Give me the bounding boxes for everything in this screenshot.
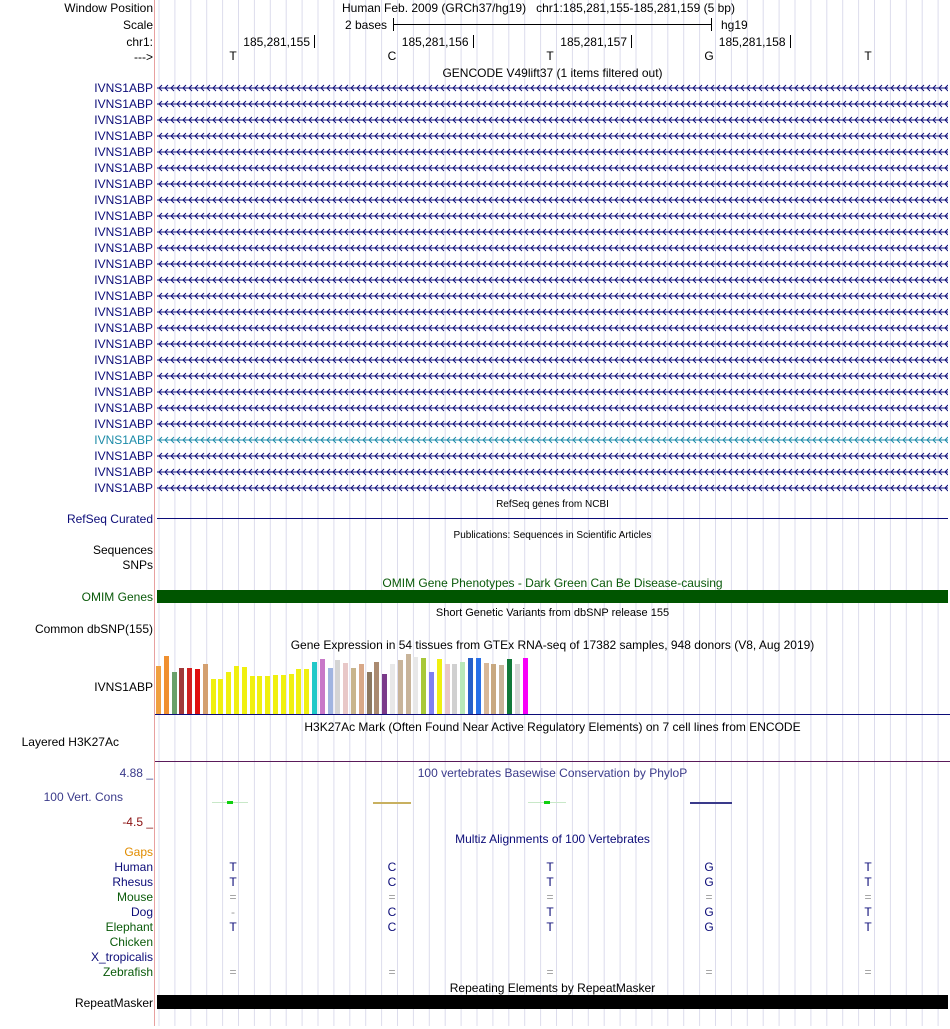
window-position-label: Window Position bbox=[64, 1, 153, 15]
transcript-strand-svg bbox=[157, 418, 948, 430]
gencode-transcript[interactable] bbox=[157, 98, 948, 110]
h3k27ac-baseline bbox=[155, 761, 950, 762]
phylop-mark-2 bbox=[373, 802, 411, 804]
gencode-transcript[interactable] bbox=[157, 82, 948, 94]
multiz-base: T bbox=[546, 875, 554, 889]
refseq-track-title[interactable]: RefSeq genes from NCBI bbox=[496, 499, 609, 510]
h3k27ac-track-title[interactable]: H3K27Ac Mark (Often Found Near Active Regulatory Elements) on 7 cell lines from ENCODE bbox=[304, 720, 801, 734]
multiz-base: T bbox=[864, 875, 872, 889]
gtex-tissue-bar[interactable] bbox=[226, 672, 231, 714]
transcript-strand-svg bbox=[157, 226, 948, 238]
multiz-track-title[interactable]: Multiz Alignments of 100 Vertebrates bbox=[455, 832, 650, 846]
gencode-item-label[interactable]: IVNS1ABP bbox=[94, 305, 153, 319]
ruler-base: T bbox=[864, 49, 872, 63]
gencode-transcript[interactable] bbox=[157, 210, 948, 222]
gtex-tissue-bar[interactable] bbox=[515, 664, 520, 714]
multiz-base: = bbox=[388, 890, 396, 904]
transcript-strand-svg bbox=[157, 450, 948, 462]
multiz-base: G bbox=[704, 920, 714, 934]
gtex-track-title[interactable]: Gene Expression in 54 tissues from GTEx RNA-seq of 17382 samples, 948 donors (V8, Aug 2019) bbox=[290, 638, 815, 652]
ruler-base: T bbox=[229, 49, 237, 63]
transcript-strand-svg bbox=[157, 162, 948, 174]
gtex-tissue-bar[interactable] bbox=[195, 669, 200, 714]
multiz-base: = bbox=[864, 890, 872, 904]
transcript-strand-svg bbox=[157, 146, 948, 158]
gencode-item-label[interactable]: IVNS1ABP bbox=[94, 97, 153, 111]
multiz-base: = bbox=[546, 965, 554, 979]
scale-bar-right-tick bbox=[711, 18, 712, 31]
gencode-transcript[interactable] bbox=[157, 226, 948, 238]
multiz-species-label[interactable]: Dog bbox=[130, 905, 153, 919]
gencode-item-label[interactable]: IVNS1ABP bbox=[94, 433, 153, 447]
transcript-strand-svg bbox=[157, 290, 948, 302]
gtex-tissue-bar[interactable] bbox=[234, 666, 239, 714]
multiz-base: T bbox=[229, 860, 237, 874]
gtex-label[interactable]: IVNS1ABP bbox=[94, 680, 153, 694]
omim-gene-bar[interactable] bbox=[157, 590, 948, 603]
gencode-item-label[interactable]: IVNS1ABP bbox=[94, 129, 153, 143]
gencode-item-label[interactable]: IVNS1ABP bbox=[94, 241, 153, 255]
scale-text: 2 bases bbox=[345, 18, 388, 32]
gencode-transcript[interactable] bbox=[157, 306, 948, 318]
gencode-transcript[interactable] bbox=[157, 466, 948, 478]
transcript-strand-svg bbox=[157, 242, 948, 254]
phylop-mark-3 bbox=[544, 801, 550, 804]
gencode-transcript[interactable] bbox=[157, 402, 948, 414]
dbsnp-track-title[interactable]: Short Genetic Variants from dbSNP release 155 bbox=[435, 607, 670, 619]
multiz-base: T bbox=[546, 905, 554, 919]
transcript-strand-svg bbox=[157, 306, 948, 318]
transcript-strand-svg bbox=[157, 434, 948, 446]
gencode-transcript[interactable] bbox=[157, 290, 948, 302]
ruler-tick bbox=[631, 35, 632, 48]
gencode-item-label[interactable]: IVNS1ABP bbox=[94, 449, 153, 463]
omim-track-title[interactable]: OMIM Gene Phenotypes - Dark Green Can Be Disease-causing bbox=[382, 576, 723, 590]
gencode-item-label[interactable]: IVNS1ABP bbox=[94, 193, 153, 207]
multiz-base: G bbox=[704, 905, 714, 919]
gencode-transcript[interactable] bbox=[157, 370, 948, 382]
gtex-tissue-bar[interactable] bbox=[413, 657, 418, 714]
gencode-item-label[interactable]: IVNS1ABP bbox=[94, 113, 153, 127]
gtex-tissue-bar[interactable] bbox=[452, 664, 457, 714]
multiz-base: T bbox=[229, 875, 237, 889]
gencode-item-label[interactable]: IVNS1ABP bbox=[94, 145, 153, 159]
multiz-base: = bbox=[229, 890, 237, 904]
ruler-tick bbox=[314, 35, 315, 48]
gtex-tissue-bar[interactable] bbox=[203, 664, 208, 714]
transcript-strand-svg bbox=[157, 258, 948, 270]
multiz-base: - bbox=[231, 905, 235, 919]
gencode-item-label[interactable]: IVNS1ABP bbox=[94, 481, 153, 495]
gtex-tissue-bar[interactable] bbox=[335, 660, 340, 714]
gtex-tissue-bar[interactable] bbox=[507, 659, 512, 714]
multiz-species-label[interactable]: Rhesus bbox=[112, 875, 153, 889]
gtex-tissue-bar[interactable] bbox=[367, 672, 372, 714]
gencode-transcript[interactable] bbox=[157, 194, 948, 206]
gencode-item-label[interactable]: IVNS1ABP bbox=[94, 465, 153, 479]
gencode-transcript[interactable] bbox=[157, 114, 948, 126]
phylop-min-label: -4.5 _ bbox=[122, 815, 153, 829]
phylop-max-label: 4.88 _ bbox=[119, 766, 153, 780]
ruler-position-label: 185,281,156 bbox=[401, 35, 469, 49]
multiz-species-label[interactable]: Zebrafish bbox=[102, 965, 153, 979]
transcript-strand-svg bbox=[157, 98, 948, 110]
gtex-tissue-bar[interactable] bbox=[328, 668, 333, 714]
gtex-tissue-bar[interactable] bbox=[211, 679, 216, 714]
multiz-base: C bbox=[387, 875, 397, 889]
gtex-tissue-bar[interactable] bbox=[484, 663, 489, 714]
transcript-strand-svg bbox=[157, 482, 948, 494]
snps-label[interactable]: SNPs bbox=[122, 558, 153, 572]
gencode-item-label[interactable]: IVNS1ABP bbox=[94, 161, 153, 175]
gtex-baseline bbox=[155, 714, 950, 715]
gencode-transcript[interactable] bbox=[157, 162, 948, 174]
label-divider bbox=[154, 0, 155, 1026]
gencode-track-title[interactable]: GENCODE V49lift37 (1 items filtered out) bbox=[442, 66, 663, 80]
gencode-transcript[interactable] bbox=[157, 322, 948, 334]
gencode-transcript[interactable] bbox=[157, 450, 948, 462]
transcript-strand-svg bbox=[157, 178, 948, 190]
multiz-base: C bbox=[387, 905, 397, 919]
transcript-strand-svg bbox=[157, 194, 948, 206]
gtex-tissue-bar[interactable] bbox=[257, 676, 262, 714]
gtex-tissue-bar[interactable] bbox=[296, 669, 301, 714]
multiz-base: = bbox=[705, 965, 713, 979]
gencode-item-label[interactable]: IVNS1ABP bbox=[94, 257, 153, 271]
transcript-strand-svg bbox=[157, 354, 948, 366]
transcript-strand-svg bbox=[157, 338, 948, 350]
gtex-tissue-bar[interactable] bbox=[250, 676, 255, 714]
refseq-label[interactable]: RefSeq Curated bbox=[66, 512, 153, 526]
gtex-tissue-bar[interactable] bbox=[445, 664, 450, 714]
gtex-tissue-bar[interactable] bbox=[390, 664, 395, 714]
gencode-transcript[interactable] bbox=[157, 338, 948, 350]
region-text: chr1:185,281,155-185,281,159 (5 bp) bbox=[536, 1, 735, 15]
transcript-strand-svg bbox=[157, 386, 948, 398]
phylop-mark-4 bbox=[690, 802, 732, 804]
gencode-item-label[interactable]: IVNS1ABP bbox=[94, 81, 153, 95]
gencode-item-label[interactable]: IVNS1ABP bbox=[94, 321, 153, 335]
repeatmasker-track-title[interactable]: Repeating Elements by RepeatMasker bbox=[449, 981, 656, 995]
transcript-strand-svg bbox=[157, 402, 948, 414]
ruler-base: G bbox=[704, 49, 714, 63]
gtex-tissue-bar[interactable] bbox=[343, 663, 348, 714]
ruler-position-label: 185,281,157 bbox=[560, 35, 627, 49]
gtex-tissue-bar[interactable] bbox=[398, 660, 403, 714]
gencode-transcript[interactable] bbox=[157, 274, 948, 286]
gtex-tissue-bar[interactable] bbox=[312, 662, 317, 714]
sequences-label[interactable]: Sequences bbox=[92, 543, 153, 557]
ruler-base: C bbox=[387, 49, 397, 63]
multiz-base: C bbox=[387, 860, 397, 874]
multiz-base: C bbox=[387, 920, 397, 934]
gtex-tissue-bar[interactable] bbox=[156, 666, 161, 714]
multiz-base: = bbox=[864, 965, 872, 979]
scale-label: Scale bbox=[122, 18, 153, 32]
gencode-transcript[interactable] bbox=[157, 386, 948, 398]
multiz-species-label[interactable]: Mouse bbox=[116, 890, 153, 904]
gtex-tissue-bar[interactable] bbox=[476, 658, 481, 714]
gtex-tissue-bar[interactable] bbox=[421, 658, 426, 714]
gtex-tissue-bar[interactable] bbox=[468, 658, 473, 714]
gtex-tissue-bar[interactable] bbox=[491, 664, 496, 714]
gtex-tissue-bar[interactable] bbox=[242, 667, 247, 714]
phylop-track-title[interactable]: 100 vertebrates Basewise Conservation by PhyloP bbox=[417, 766, 688, 780]
gencode-transcript[interactable] bbox=[157, 482, 948, 494]
gaps-label: Gaps bbox=[124, 845, 153, 859]
scale-bar-left-tick bbox=[393, 18, 394, 31]
transcript-strand-svg bbox=[157, 210, 948, 222]
gtex-tissue-bar[interactable] bbox=[164, 656, 169, 714]
db-label: hg19 bbox=[721, 18, 748, 32]
multiz-species-label[interactable]: Human bbox=[114, 860, 153, 874]
gtex-tissue-bar[interactable] bbox=[382, 674, 387, 714]
gtex-tissue-bar[interactable] bbox=[273, 675, 278, 714]
multiz-base: T bbox=[864, 920, 872, 934]
gencode-transcript[interactable] bbox=[157, 178, 948, 190]
gencode-item-label[interactable]: IVNS1ABP bbox=[94, 337, 153, 351]
gencode-transcript[interactable] bbox=[157, 434, 948, 446]
gencode-item-label[interactable]: IVNS1ABP bbox=[94, 369, 153, 383]
gtex-tissue-bar[interactable] bbox=[406, 654, 411, 714]
gencode-transcript[interactable] bbox=[157, 242, 948, 254]
transcript-strand-svg bbox=[157, 466, 948, 478]
ruler-position-label: 185,281,155 bbox=[243, 35, 310, 49]
h3k27ac-label[interactable]: Layered H3K27Ac bbox=[21, 735, 119, 749]
publications-track-title[interactable]: Publications: Sequences in Scientific Articles bbox=[453, 530, 652, 541]
gtex-tissue-bar[interactable] bbox=[289, 674, 294, 714]
gencode-item-label[interactable]: IVNS1ABP bbox=[94, 273, 153, 287]
gencode-item-label[interactable]: IVNS1ABP bbox=[94, 353, 153, 367]
transcript-strand-svg bbox=[157, 322, 948, 334]
multiz-base: G bbox=[704, 860, 714, 874]
ruler-base: T bbox=[546, 49, 554, 63]
gencode-transcript[interactable] bbox=[157, 354, 948, 366]
assembly-region[interactable] bbox=[342, 1, 735, 15]
gtex-tissue-bar[interactable] bbox=[359, 664, 364, 714]
multiz-base: = bbox=[705, 890, 713, 904]
gtex-tissue-bar[interactable] bbox=[187, 668, 192, 714]
ruler-tick bbox=[473, 35, 474, 48]
multiz-base: T bbox=[546, 860, 554, 874]
gtex-tissue-bar[interactable] bbox=[429, 672, 434, 714]
gencode-item-label[interactable]: IVNS1ABP bbox=[94, 225, 153, 239]
gtex-tissue-bar[interactable] bbox=[320, 659, 325, 714]
scale-bar bbox=[393, 24, 711, 25]
dbsnp-label[interactable]: Common dbSNP(155) bbox=[34, 622, 153, 636]
multiz-species-label[interactable]: Chicken bbox=[109, 935, 153, 949]
transcript-strand-svg bbox=[157, 370, 948, 382]
transcript-strand-svg bbox=[157, 82, 948, 94]
gtex-tissue-bar[interactable] bbox=[304, 669, 309, 714]
transcript-strand-svg bbox=[157, 130, 948, 142]
gtex-tissue-bar[interactable] bbox=[374, 662, 379, 714]
gencode-transcript[interactable] bbox=[157, 130, 948, 142]
strand-label: ---> bbox=[134, 50, 153, 64]
refseq-gene-line[interactable] bbox=[157, 518, 948, 519]
multiz-base: = bbox=[388, 965, 396, 979]
gencode-item-label[interactable]: IVNS1ABP bbox=[94, 209, 153, 223]
chrom-label: chr1: bbox=[126, 35, 153, 49]
transcript-strand-svg bbox=[157, 114, 948, 126]
transcript-strand-svg bbox=[157, 274, 948, 286]
multiz-base: T bbox=[546, 920, 554, 934]
repeatmasker-bar[interactable] bbox=[157, 995, 948, 1009]
multiz-base: = bbox=[229, 965, 237, 979]
gencode-item-label[interactable]: IVNS1ABP bbox=[94, 289, 153, 303]
phylop-mark-1 bbox=[227, 801, 233, 804]
gtex-tissue-bar[interactable] bbox=[265, 676, 270, 714]
gtex-tissue-bar[interactable] bbox=[523, 658, 528, 714]
phylop-label[interactable]: 100 Vert. Cons bbox=[43, 790, 123, 804]
gtex-tissue-bar[interactable] bbox=[172, 672, 177, 714]
gtex-tissue-bar[interactable] bbox=[499, 665, 504, 714]
multiz-species-label[interactable]: X_tropicalis bbox=[90, 950, 153, 964]
gtex-tissue-bar[interactable] bbox=[179, 668, 184, 714]
omim-label[interactable]: OMIM Genes bbox=[81, 590, 153, 604]
multiz-base: G bbox=[704, 875, 714, 889]
gencode-transcript[interactable] bbox=[157, 146, 948, 158]
ruler-position-label: 185,281,158 bbox=[718, 35, 786, 49]
multiz-base: = bbox=[546, 890, 554, 904]
gtex-tissue-bar[interactable] bbox=[437, 659, 442, 714]
assembly-name: Human Feb. 2009 (GRCh37/hg19) bbox=[342, 1, 527, 15]
multiz-species-label[interactable]: Elephant bbox=[105, 920, 153, 934]
gencode-item-label[interactable]: IVNS1ABP bbox=[94, 385, 153, 399]
gtex-tissue-bar[interactable] bbox=[460, 662, 465, 714]
gencode-transcript[interactable] bbox=[157, 418, 948, 430]
gtex-bar-chart[interactable] bbox=[156, 652, 950, 714]
gtex-tissue-bar[interactable] bbox=[218, 679, 223, 714]
multiz-base: T bbox=[229, 920, 237, 934]
repeatmasker-label[interactable]: RepeatMasker bbox=[74, 996, 153, 1010]
gtex-tissue-bar[interactable] bbox=[351, 668, 356, 714]
gencode-transcript[interactable] bbox=[157, 258, 948, 270]
ruler-tick bbox=[790, 35, 791, 48]
multiz-base: T bbox=[864, 860, 872, 874]
gencode-item-label[interactable]: IVNS1ABP bbox=[94, 401, 153, 415]
gencode-item-label[interactable]: IVNS1ABP bbox=[94, 177, 153, 191]
multiz-base: T bbox=[864, 905, 872, 919]
gencode-item-label[interactable]: IVNS1ABP bbox=[94, 417, 153, 431]
gtex-tissue-bar[interactable] bbox=[281, 675, 286, 714]
